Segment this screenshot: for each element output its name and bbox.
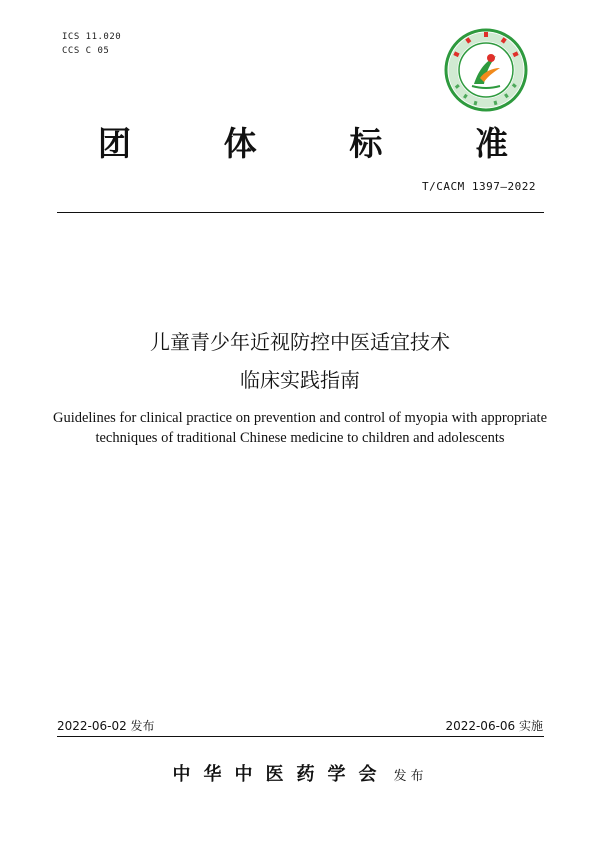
bottom-divider [57,736,544,737]
chinese-title-line-2: 临床实践指南 [240,368,360,392]
publisher-name: 中华中医药学会 [172,764,390,785]
publisher-suffix: 发布 [393,769,428,784]
cacm-logo [444,28,528,112]
chinese-title-line-1: 儿童青少年近视防控中医适宜技术 [150,330,450,354]
english-title-line-1: Guidelines for clinical practice on prevention and control of myopia with appropriate [52,410,548,426]
english-title-line-2: techniques of traditional Chinese medicine to children and adolescents [95,430,505,446]
standard-number: T/CACM 1397—2022 [422,180,536,193]
implementation-date: 2022-06-06 实施 [445,719,543,733]
heading-char-2: 体 [223,124,257,163]
publisher-line [0,760,600,786]
ccs-code: CCS C 05 [62,46,110,56]
heading-char-1: 团 [98,124,131,163]
heading-char-3: 标 [349,124,383,163]
heading-char-4: 准 [474,124,508,163]
standard-type-heading [98,118,508,165]
issue-date: 2022-06-02 发布 [57,719,155,733]
ics-code: ICS 11.020 [62,32,122,42]
top-divider [57,212,544,213]
